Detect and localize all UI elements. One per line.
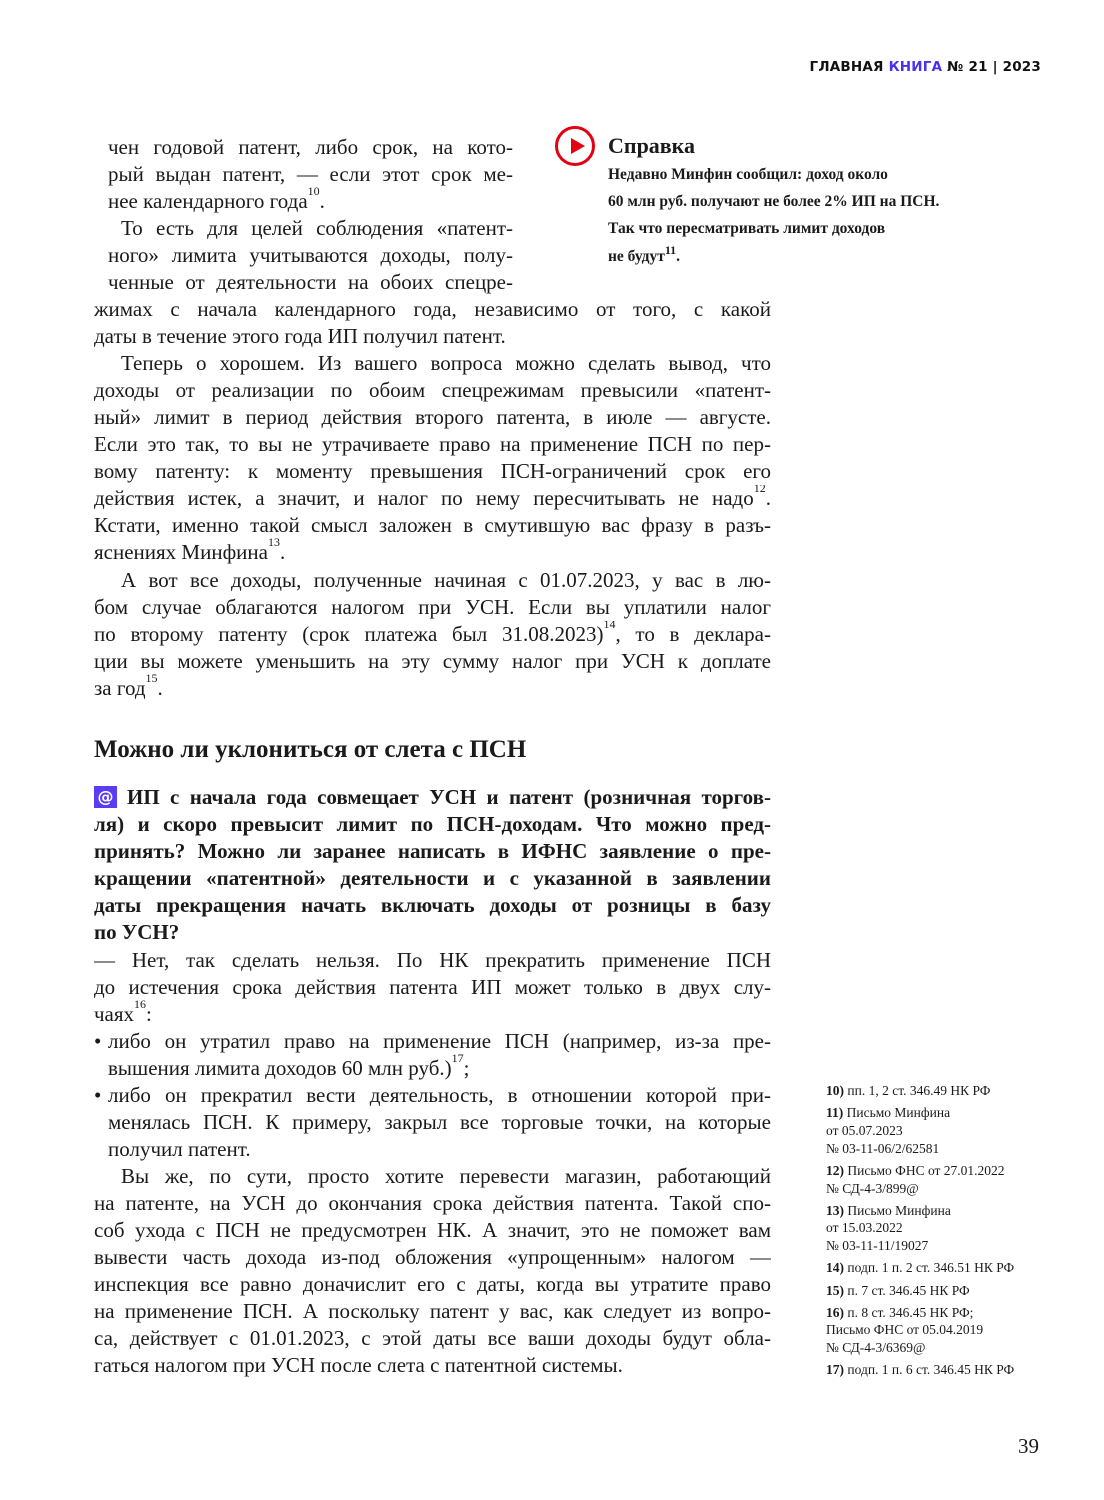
text-segment: даты прекращения начать включать доходы от розницы в базу bbox=[94, 893, 771, 917]
footnote bbox=[826, 1082, 990, 1100]
text-line bbox=[94, 1190, 771, 1217]
section-heading: Можно ли уклониться от слета с ПСН bbox=[94, 736, 527, 763]
footnote-number: 14) bbox=[826, 1260, 844, 1276]
footnote-number: 17) bbox=[826, 1362, 844, 1378]
text-segment: ного» лимита учитываются доходы, полу- bbox=[108, 243, 513, 267]
text-line bbox=[121, 1163, 771, 1190]
footnote-text: Письмо Минфина bbox=[846, 1105, 951, 1121]
text-segment: жимах с начала календарного года, независимо от того, с какой bbox=[94, 297, 771, 321]
text-line bbox=[94, 671, 771, 702]
text-line bbox=[108, 269, 513, 296]
text-segment: Кстати, именно такой смысл заложен в смутившую вас фразу в разъ- bbox=[94, 513, 771, 537]
footnote-ref: 17 bbox=[451, 1051, 464, 1065]
play-circle-icon bbox=[555, 126, 595, 166]
text-line bbox=[94, 974, 771, 1001]
footnote-text: Письмо Минфина bbox=[847, 1202, 951, 1218]
text-segment: вывести часть дохода из-под обложения «упрощенным» налогом — bbox=[94, 1245, 771, 1269]
text-segment: либо он утратил право на применение ПСН (например, из-за пре- bbox=[108, 1029, 771, 1053]
text-segment: То есть для целей соблюдения «патент- bbox=[121, 216, 513, 240]
text-line bbox=[94, 323, 771, 350]
text-segment: , то в деклара- bbox=[615, 622, 771, 646]
text-segment: Теперь о хорошем. Из вашего вопроса можно сделать вывод, что bbox=[121, 351, 771, 375]
footnote-text: п. 7 ст. 346.45 НК РФ bbox=[847, 1282, 970, 1298]
text-segment: чаях bbox=[94, 1002, 135, 1026]
text-segment: . bbox=[319, 189, 325, 213]
text-segment: доходы от реализации по обоим спецрежимам превысили «патент- bbox=[94, 378, 771, 402]
text-line bbox=[108, 1051, 771, 1082]
footnote-text: Письмо ФНС от 05.04.2019 bbox=[826, 1322, 984, 1338]
callout-text: . bbox=[676, 248, 681, 265]
text-line bbox=[94, 1244, 771, 1271]
footnote bbox=[826, 1140, 939, 1158]
text-segment: Вы же, по сути, просто хотите перевести магазин, работающий bbox=[121, 1164, 771, 1188]
text-segment: вому патенту: к моменту превышения ПСН-ограничений срок его bbox=[94, 459, 771, 483]
text-line bbox=[94, 535, 771, 566]
callout-line bbox=[608, 243, 681, 267]
text-segment: ; bbox=[463, 1056, 470, 1080]
text-segment: даты в течение этого года ИП получил патент. bbox=[94, 324, 506, 348]
text-line bbox=[94, 947, 771, 974]
text-segment: по УСН? bbox=[94, 920, 180, 944]
footnote-text: № 03-11-06/2/62581 bbox=[826, 1140, 940, 1156]
text-segment: гаться налогом при УСН после слета с патентной системы. bbox=[94, 1353, 623, 1377]
text-line bbox=[121, 567, 771, 594]
text-segment: вышения лимита доходов 60 млн руб.) bbox=[108, 1056, 452, 1080]
text-line bbox=[94, 1217, 771, 1244]
text-line bbox=[108, 134, 513, 161]
callout-text: не будут bbox=[608, 248, 665, 265]
text-line bbox=[94, 865, 771, 892]
footnote-number: 16) bbox=[826, 1304, 844, 1320]
footnote bbox=[826, 1339, 925, 1357]
footnote bbox=[826, 1361, 1014, 1379]
text-line bbox=[94, 458, 771, 485]
text-segment: Если это так, то вы не утрачиваете право на применение ПСН по пер- bbox=[94, 432, 771, 456]
text-segment: — Нет, так сделать нельзя. По НК прекратить применение ПСН bbox=[94, 948, 771, 972]
text-segment: рый выдан патент, — если этот срок ме- bbox=[108, 162, 513, 186]
issue-number: № 21 | 2023 bbox=[947, 59, 1041, 75]
text-line bbox=[108, 1028, 771, 1055]
text-line bbox=[94, 1325, 771, 1352]
text-line bbox=[94, 594, 771, 621]
text-segment: ции вы можете уменьшить на эту сумму налог при УСН к доплате bbox=[94, 649, 771, 673]
text-segment: са, действует с 01.01.2023, с этой даты все ваши доходы будут обла- bbox=[94, 1326, 771, 1350]
text-segment: . bbox=[157, 676, 163, 700]
text-line bbox=[108, 1082, 771, 1109]
text-line bbox=[94, 811, 771, 838]
footnote bbox=[826, 1259, 1014, 1277]
text-segment: по второму патенту (срок платежа был 31.08.2023) bbox=[94, 622, 604, 646]
footnote bbox=[826, 1122, 903, 1140]
text-segment: принять? Можно ли заранее написать в ИФНС заявление о пре- bbox=[94, 839, 771, 863]
bullet-marker: • bbox=[94, 1083, 102, 1107]
callout-line: 60 млн руб. получают не более 2% ИП на ПСН. bbox=[608, 193, 940, 210]
footnote bbox=[826, 1321, 983, 1339]
footnote-text: подп. 1 п. 6 ст. 346.45 НК РФ bbox=[847, 1362, 1015, 1378]
text-line bbox=[94, 1352, 771, 1379]
text-segment: : bbox=[146, 1002, 152, 1026]
footnote-text: от 05.07.2023 bbox=[826, 1122, 903, 1138]
text-segment: . bbox=[279, 540, 286, 564]
brand-name: ГЛАВНАЯ bbox=[809, 59, 884, 75]
text-segment: ный» лимит в период действия второго патента, в июле — августе. bbox=[94, 405, 771, 429]
text-line bbox=[108, 1136, 771, 1163]
text-segment: соб ухода с ПСН не предусмотрен НК. А значит, это не поможет вам bbox=[94, 1218, 771, 1242]
footnote bbox=[826, 1219, 903, 1237]
text-line bbox=[94, 1271, 771, 1298]
text-line bbox=[94, 485, 771, 512]
text-line bbox=[108, 184, 513, 215]
footnote bbox=[826, 1237, 928, 1255]
text-segment: инспекция все равно доначислит его с даты, когда вы утратите право bbox=[94, 1272, 771, 1296]
text-segment: действия истек, а значит, и налог по нему пересчитывать не надо bbox=[94, 486, 754, 510]
callout-title: Справка bbox=[608, 133, 696, 158]
footnote bbox=[826, 1202, 951, 1220]
at-icon: @ bbox=[94, 786, 117, 808]
text-segment: либо он прекратил вести деятельность, в отношении которой при- bbox=[108, 1083, 771, 1107]
footnote-text: пп. 1, 2 ст. 346.49 НК РФ bbox=[847, 1083, 991, 1098]
text-segment: А вот все доходы, полученные начиная с 01.07.2023, у вас в лю- bbox=[121, 568, 771, 592]
footnote-text: № СД-4-3/6369@ bbox=[826, 1340, 926, 1356]
footnote bbox=[826, 1282, 970, 1300]
running-header bbox=[810, 59, 1041, 75]
footnote-number: 11) bbox=[826, 1105, 844, 1121]
footnote-ref: 16 bbox=[134, 997, 147, 1011]
footnote bbox=[826, 1180, 919, 1198]
text-line bbox=[94, 919, 771, 946]
text-line bbox=[94, 997, 771, 1028]
footnote-number: 10) bbox=[826, 1083, 844, 1098]
footnote-number: 13) bbox=[826, 1202, 844, 1218]
footnote-ref: 14 bbox=[603, 621, 616, 631]
footnote-ref: 15 bbox=[145, 671, 158, 685]
text-segment: ИП с начала года совмещает УСН и патент (розничная торгов- bbox=[127, 785, 771, 809]
text-line bbox=[94, 838, 771, 865]
footnote-ref: 10 bbox=[307, 184, 320, 198]
footnote-number: 15) bbox=[826, 1282, 844, 1298]
text-line bbox=[94, 648, 771, 675]
text-segment: на применение ПСН. А поскольку патент у вас, как следует из вопро- bbox=[94, 1299, 771, 1323]
text-segment: ченные от деятельности на обоих спецре- bbox=[108, 270, 513, 294]
footnote bbox=[826, 1104, 950, 1122]
bullet-marker: • bbox=[94, 1029, 102, 1053]
footnote-ref: 13 bbox=[267, 535, 280, 549]
text-line bbox=[94, 512, 771, 539]
callout-line: Недавно Минфин сообщил: доход около bbox=[608, 166, 888, 183]
text-line bbox=[94, 377, 771, 404]
text-line bbox=[121, 350, 771, 377]
text-segment: бом случае облагаются налогом при УСН. Если вы уплатили налог bbox=[94, 595, 771, 619]
text-segment: получил патент. bbox=[108, 1137, 251, 1161]
text-line bbox=[127, 784, 771, 811]
brand-name-accent: КНИГА bbox=[888, 59, 943, 75]
text-line bbox=[94, 621, 771, 648]
text-segment: на патенте, на УСН до окончания срока действия патента. Такой спо- bbox=[94, 1191, 771, 1215]
text-segment: яснениях Минфина bbox=[94, 540, 268, 564]
text-line bbox=[108, 1109, 771, 1136]
text-segment: до истечения срока действия патента ИП может только в двух слу- bbox=[94, 975, 771, 999]
text-segment: менялась ПСН. К примеру, закрыл все торговые точки, на которые bbox=[108, 1110, 771, 1134]
footnote-text: № 03-11-11/19027 bbox=[826, 1238, 929, 1254]
text-segment: за год bbox=[94, 676, 146, 700]
text-line bbox=[94, 1298, 771, 1325]
footnote bbox=[826, 1304, 973, 1322]
page-number: 39 bbox=[1018, 1434, 1039, 1458]
text-line bbox=[94, 296, 771, 323]
text-line bbox=[121, 215, 513, 242]
footnote-text: от 15.03.2022 bbox=[826, 1220, 903, 1236]
text-line bbox=[94, 431, 771, 458]
text-line bbox=[108, 242, 513, 269]
footnote bbox=[826, 1162, 1005, 1180]
text-segment: чен годовой патент, либо срок, на кото- bbox=[108, 135, 513, 159]
footnote-text: № СД-4-3/899@ bbox=[826, 1180, 919, 1196]
callout-line: Так что пересматривать лимит доходов bbox=[608, 220, 886, 237]
text-segment: нее календарного года bbox=[108, 189, 308, 213]
text-line bbox=[94, 892, 771, 919]
footnote-text: п. 8 ст. 346.45 НК РФ; bbox=[847, 1304, 974, 1320]
footnote-ref: 11 bbox=[664, 243, 677, 257]
text-segment: ля) и скоро превысит лимит по ПСН-доходам. Что можно пред- bbox=[94, 812, 771, 836]
footnote-ref: 12 bbox=[753, 485, 766, 495]
text-segment: кращении «патентной» деятельности и с указанной в заявлении bbox=[94, 866, 771, 890]
footnote-text: Письмо ФНС от 27.01.2022 bbox=[847, 1162, 1005, 1178]
text-line bbox=[94, 404, 771, 431]
footnote-number: 12) bbox=[826, 1162, 844, 1178]
footnote-text: подп. 1 п. 2 ст. 346.51 НК РФ bbox=[847, 1260, 1015, 1276]
text-segment: . bbox=[765, 486, 771, 510]
